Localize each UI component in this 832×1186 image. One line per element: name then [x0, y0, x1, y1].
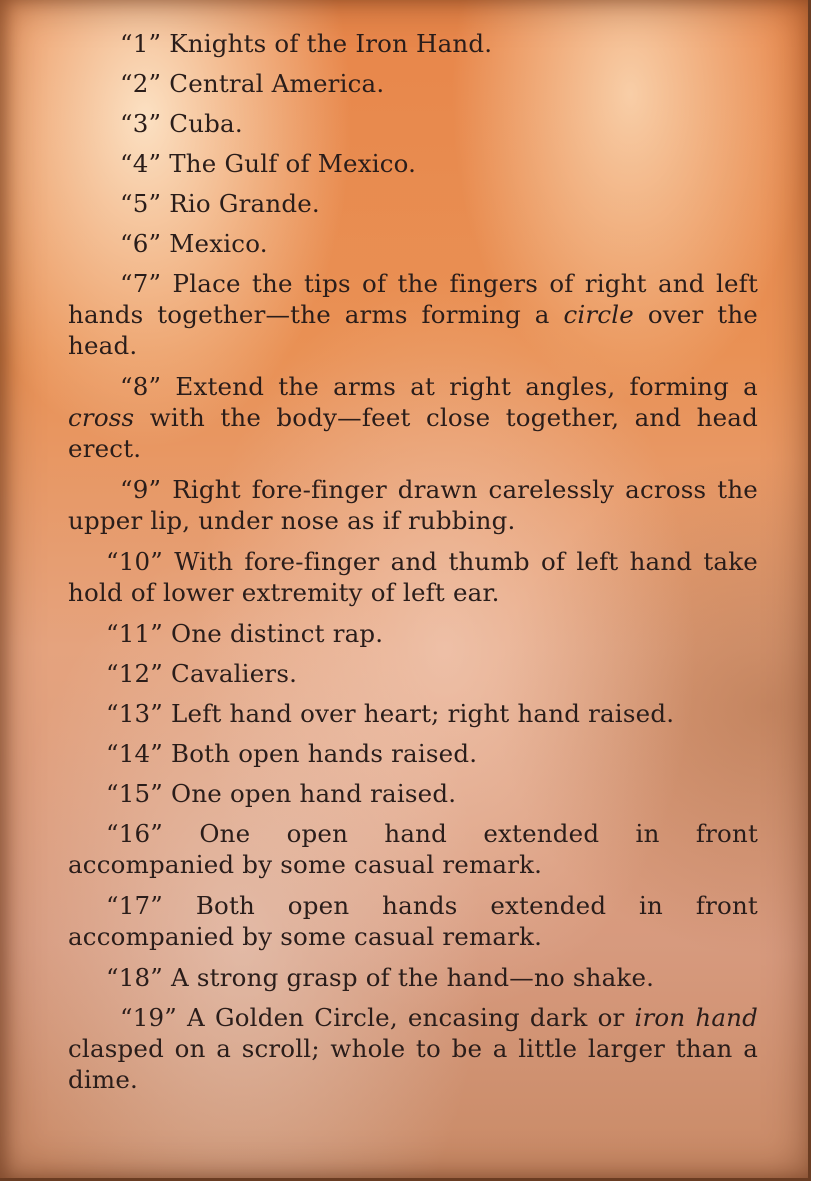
item-number: “16” [106, 819, 164, 848]
list-item-4 [68, 148, 758, 179]
list-item-11 [68, 618, 758, 649]
list-item-1 [68, 28, 758, 59]
list-item-15 [68, 778, 758, 809]
list-item-7 [68, 268, 758, 361]
list-item-19 [68, 1002, 758, 1095]
list-item-6 [68, 228, 758, 259]
item-number: “19” [120, 1003, 178, 1032]
item-text: Both open hands extended in front accompanied by some casual remark. [68, 891, 758, 951]
item-number: “13” [106, 699, 164, 728]
item-number: “8” [120, 372, 162, 401]
item-text: One distinct rap. [171, 619, 384, 648]
item-text: Cuba. [169, 109, 243, 138]
item-text: Left hand over heart; right hand raised. [171, 699, 675, 728]
item-text: One open hand extended in front accompanied by some casual remark. [68, 819, 758, 879]
item-text-cont: over the head. [68, 300, 758, 360]
item-number: “1” [120, 29, 162, 58]
item-emphasis: cross [68, 403, 135, 432]
item-number: “12” [106, 659, 164, 688]
list-item-16 [68, 818, 758, 880]
item-text: Extend the arms at right angles, forming a [175, 372, 758, 401]
item-text: Central America. [169, 69, 385, 98]
item-number: “4” [120, 149, 162, 178]
item-number: “10” [106, 547, 164, 576]
list-item-8 [68, 371, 758, 464]
list-item-3 [68, 108, 758, 139]
item-text-cont: with the body—feet close together, and head erect. [68, 403, 758, 463]
list-item-18 [68, 962, 758, 993]
document-text [68, 28, 758, 1105]
item-number: “7” [120, 269, 162, 298]
item-text: A Golden Circle, encasing dark or [187, 1003, 635, 1032]
item-number: “2” [120, 69, 162, 98]
item-text: Right fore-finger drawn carelessly across the upper lip, under nose as if rubbing. [68, 475, 758, 535]
item-text: Place the tips of the fingers of right and left hands together—the arms forming a [68, 269, 758, 329]
item-number: “6” [120, 229, 162, 258]
item-emphasis: circle [563, 300, 634, 329]
item-text: One open hand raised. [171, 779, 457, 808]
list-item-12 [68, 658, 758, 689]
item-text: Mexico. [169, 229, 268, 258]
item-text: A strong grasp of the hand—no shake. [171, 963, 655, 992]
list-item-9 [68, 474, 758, 536]
item-number: “18” [106, 963, 164, 992]
item-number: “9” [120, 475, 162, 504]
list-item-13 [68, 698, 758, 729]
item-number: “17” [106, 891, 164, 920]
list-item-14 [68, 738, 758, 769]
item-number: “11” [106, 619, 164, 648]
item-text: With fore-finger and thumb of left hand take hold of lower extremity of left ear. [68, 547, 758, 607]
item-text: The Gulf of Mexico. [169, 149, 417, 178]
item-emphasis: iron hand [634, 1003, 758, 1032]
item-number: “15” [106, 779, 164, 808]
item-text-cont: clasped on a scroll; whole to be a little larger than a dime. [68, 1034, 758, 1094]
item-number: “5” [120, 189, 162, 218]
list-item-5 [68, 188, 758, 219]
item-text: Cavaliers. [171, 659, 298, 688]
item-text: Rio Grande. [169, 189, 320, 218]
item-number: “3” [120, 109, 162, 138]
list-item-10 [68, 546, 758, 608]
list-item-17 [68, 890, 758, 952]
list-item-2 [68, 68, 758, 99]
item-text: Knights of the Iron Hand. [169, 29, 493, 58]
item-number: “14” [106, 739, 164, 768]
item-text: Both open hands raised. [171, 739, 478, 768]
